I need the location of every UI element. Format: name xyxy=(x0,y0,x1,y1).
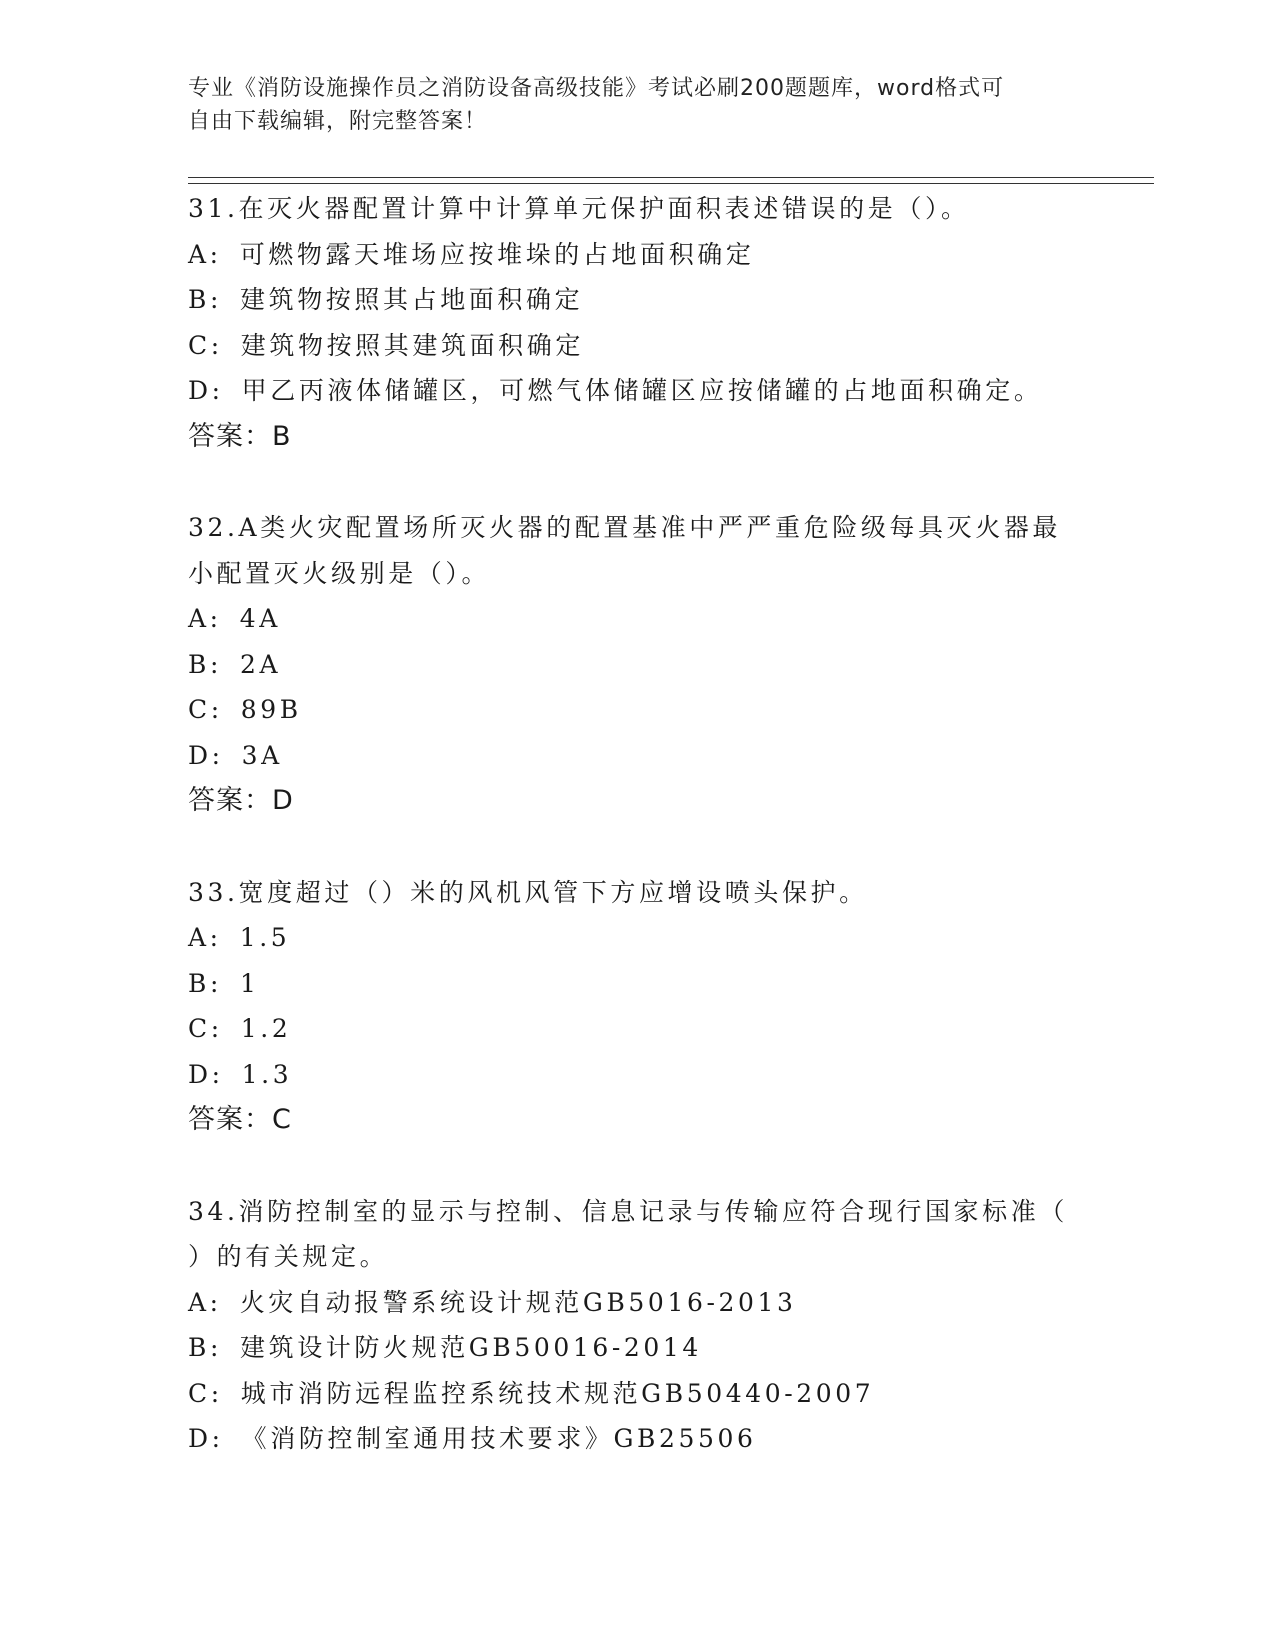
question-stem: 31.在灭火器配置计算中计算单元保护面积表述错误的是（）。 xyxy=(188,194,970,223)
question-stem: 32.A类火灾配置场所灭火器的配置基准中严严重危险级每具灭火器最 xyxy=(188,513,1062,542)
option-text: 建筑物按照其建筑面积确定 xyxy=(240,330,584,360)
answer-option xyxy=(188,1416,1088,1462)
option-text: 可燃物露天堆场应按堆垛的占地面积确定 xyxy=(239,239,755,269)
option-text: 建筑物按照其占地面积确定 xyxy=(240,285,584,314)
answer-option xyxy=(188,1325,1088,1371)
answer-key: 答案：D xyxy=(188,785,294,816)
option-text: 1.3 xyxy=(241,1059,293,1089)
answer-key: 答案：B xyxy=(188,420,292,452)
option-letter: D: xyxy=(188,376,224,405)
option-letter: A: xyxy=(188,239,222,269)
option-text: 《消防控制室通用技术要求》GB25506 xyxy=(241,1424,757,1453)
question-stem: ）的有关规定。 xyxy=(188,1242,389,1271)
header-line-1: 专业《消防设施操作员之消防设备高级技能》考试必刷200题题库，word格式可 xyxy=(188,76,1005,101)
header-divider-bottom xyxy=(188,183,1154,184)
option-text: 建筑设计防火规范GB50016-2014 xyxy=(240,1333,702,1362)
option-text: 城市消防远程监控系统技术规范GB50440-2007 xyxy=(240,1378,875,1408)
option-letter: D: xyxy=(188,1424,224,1453)
option-letter: A: xyxy=(188,604,222,633)
option-text: 1 xyxy=(240,968,260,998)
answer-option xyxy=(188,1006,1088,1052)
option-letter: B: xyxy=(188,649,222,679)
answer-option xyxy=(188,1371,1088,1417)
option-letter: B: xyxy=(188,285,222,314)
header-divider-top xyxy=(188,177,1154,178)
option-letter: B: xyxy=(188,1333,222,1362)
option-letter: D: xyxy=(188,1059,224,1089)
option-text: 火灾自动报警系统设计规范GB5016-2013 xyxy=(239,1287,797,1317)
question-stem: 34.消防控制室的显示与控制、信息记录与传输应符合现行国家标准（ xyxy=(188,1196,1068,1226)
answer-option xyxy=(188,961,1088,1007)
option-text: 2A xyxy=(240,649,282,679)
option-text: 3A xyxy=(241,740,283,770)
answer-option xyxy=(188,368,1088,414)
answer-option xyxy=(188,1052,1088,1098)
answer-key: 答案：C xyxy=(188,1104,292,1135)
option-letter: C: xyxy=(188,330,223,360)
answer-option xyxy=(188,232,1088,278)
question-block xyxy=(188,505,1088,824)
answer-option xyxy=(188,277,1088,323)
option-letter: D: xyxy=(188,740,224,770)
question-stem: 33.宽度超过（）米的风机风管下方应增设喷头保护。 xyxy=(188,877,868,907)
option-text: 89B xyxy=(240,695,302,724)
option-text: 1.2 xyxy=(240,1014,292,1043)
option-letter: A: xyxy=(188,1287,222,1317)
option-text: 甲乙丙液体储罐区，可燃气体储罐区应按储罐的占地面积确定。 xyxy=(241,376,1043,405)
answer-option xyxy=(188,596,1088,642)
answer-option xyxy=(188,642,1088,688)
option-text: 4A xyxy=(239,604,281,633)
option-letter: B: xyxy=(188,968,222,998)
option-letter: C: xyxy=(188,695,223,724)
header-line-2: 自由下载编辑，附完整答案！ xyxy=(188,109,488,134)
answer-option xyxy=(188,733,1088,779)
answer-option xyxy=(188,1280,1088,1326)
question-block xyxy=(188,1189,1088,1462)
answer-option xyxy=(188,323,1088,369)
option-letter: A: xyxy=(188,923,222,952)
question-list xyxy=(188,186,1088,1508)
answer-option xyxy=(188,687,1088,733)
question-block xyxy=(188,870,1088,1143)
document-header xyxy=(188,72,1068,138)
option-letter: C: xyxy=(188,1014,223,1043)
question-stem: 小配置灭火级别是（）。 xyxy=(188,558,491,588)
option-letter: C: xyxy=(188,1378,223,1408)
option-text: 1.5 xyxy=(239,923,291,952)
question-block xyxy=(188,186,1088,459)
answer-option xyxy=(188,915,1088,961)
